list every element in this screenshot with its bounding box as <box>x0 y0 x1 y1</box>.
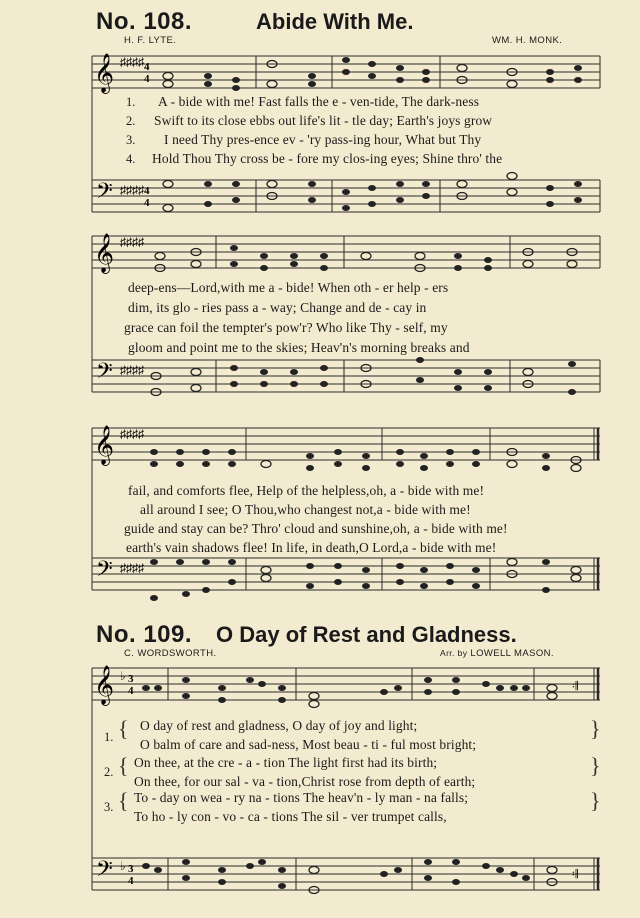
words-credit: H. F. LYTE. <box>124 35 177 46</box>
svg-text:4: 4 <box>128 685 134 697</box>
staff-108-1-treble <box>92 53 600 94</box>
lyric-line: I need Thy pres-ence ev - 'ry pass-ing hour, What but Thy <box>164 132 482 147</box>
svg-text:𝄇: 𝄇 <box>572 679 578 693</box>
lyric-line: all around I see; O Thou,who changest not,a - bide with me! <box>140 502 471 517</box>
svg-text:♯♯♯♯: ♯♯♯♯ <box>120 561 144 575</box>
lyric-line: On thee, at the cre - a - tion The light first had its birth; <box>134 755 438 770</box>
svg-text:4: 4 <box>144 185 150 197</box>
hymn-title: Abide With Me. <box>256 9 414 34</box>
hymn-number: No. 109. <box>96 621 193 648</box>
svg-text:𝄞: 𝄞 <box>94 53 115 93</box>
brace-right: } <box>590 753 601 778</box>
lyric-line: O balm of care and sad-ness, Most beau - ti - ful most bright; <box>140 737 477 752</box>
lyric-line: earth's vain shadows flee! In life, in death,O Lord,a - bide with me! <box>126 540 497 555</box>
svg-text:♯♯♯♯: ♯♯♯♯ <box>120 55 144 69</box>
brace-left: { <box>118 753 129 778</box>
staff-108-3-bass <box>92 557 600 601</box>
svg-text:4: 4 <box>144 197 150 209</box>
arr-prefix: Arr. by <box>440 648 468 658</box>
music-credit <box>440 648 554 659</box>
hymn-title: O Day of Rest and Gladness. <box>216 622 517 647</box>
svg-text:♯♯♯♯: ♯♯♯♯ <box>120 427 144 441</box>
brace-right: } <box>590 788 601 813</box>
svg-text:3: 3 <box>128 863 134 875</box>
lyric-line: grace can foil the tempter's pow'r? Who like Thy - self, my <box>124 320 448 335</box>
lyric-line: A - bide with me! Fast falls the e - ven-tide, The dark-ness <box>158 94 480 109</box>
svg-text:♯♯♯♯: ♯♯♯♯ <box>120 183 144 197</box>
lyric-line: To - day on wea - ry na - tions The heav'n - ly man - na falls; <box>134 790 469 805</box>
svg-text:𝄞: 𝄞 <box>94 425 115 465</box>
svg-text:♯♯♯♯: ♯♯♯♯ <box>120 235 144 249</box>
svg-text:𝄞: 𝄞 <box>94 665 115 705</box>
verse-number: 2. <box>104 765 114 779</box>
svg-text:4: 4 <box>144 61 150 73</box>
lyric-line: guide and stay can be? Thro' cloud and sunshine,oh, a - bide with me! <box>124 521 508 536</box>
lyric-line: O day of rest and gladness, O day of joy and light; <box>140 718 418 733</box>
words-credit: C. WORDSWORTH. <box>124 648 217 659</box>
svg-text:♭: ♭ <box>120 669 126 683</box>
verse-number: 3. <box>104 800 114 814</box>
svg-text:𝄞: 𝄞 <box>94 233 115 273</box>
lyric-line: Hold Thou Thy cross be - fore my clos-ing eyes; Shine thro' the <box>152 151 503 166</box>
verse-number: 1. <box>104 730 114 744</box>
lyric-line: fail, and comforts flee, Help of the helpless,oh, a - bide with me! <box>128 483 485 498</box>
svg-text:♭: ♭ <box>120 859 126 873</box>
verse-number: 4. <box>126 152 136 166</box>
svg-text:𝄢: 𝄢 <box>96 359 113 389</box>
music-credit: WM. H. MONK. <box>492 35 563 46</box>
svg-text:𝄇: 𝄇 <box>572 867 578 881</box>
svg-text:4: 4 <box>128 875 134 887</box>
svg-text:𝄢: 𝄢 <box>96 557 113 587</box>
brace-left: { <box>118 788 129 813</box>
lyric-line: dim, its glo - ries pass a - way; Change and de - cay in <box>128 300 427 315</box>
svg-text:𝄢: 𝄢 <box>96 179 113 209</box>
svg-text:𝄢: 𝄢 <box>96 857 113 887</box>
lyric-line: gloom and point me to the skies; Heav'n's morning breaks and <box>128 340 470 355</box>
verse-number: 1. <box>126 95 136 109</box>
lyric-line: To ho - ly con - vo - ca - tions The sil - ver trumpet calls, <box>134 809 447 824</box>
brace-right: } <box>590 716 601 741</box>
verse-number: 3. <box>126 133 136 147</box>
svg-text:♯♯♯♯: ♯♯♯♯ <box>120 363 144 377</box>
verse-number: 2. <box>126 114 136 128</box>
lyric-line: Swift to its close ebbs out life's lit - tle day; Earth's joys grow <box>154 113 493 128</box>
svg-text:4: 4 <box>144 73 150 85</box>
lyric-line: On thee, for our sal - va - tion,Christ rose from depth of earth; <box>134 774 476 789</box>
arranger-name: LOWELL MASON. <box>470 648 554 659</box>
hymn-number: No. 108. <box>96 8 193 35</box>
svg-text:3: 3 <box>128 673 134 685</box>
staff-108-2-bass <box>92 357 600 396</box>
lyric-line: deep-ens—Lord,with me a - bide! When oth - er help - ers <box>128 280 449 295</box>
brace-left: { <box>118 716 129 741</box>
staff-109-bass <box>92 857 600 894</box>
